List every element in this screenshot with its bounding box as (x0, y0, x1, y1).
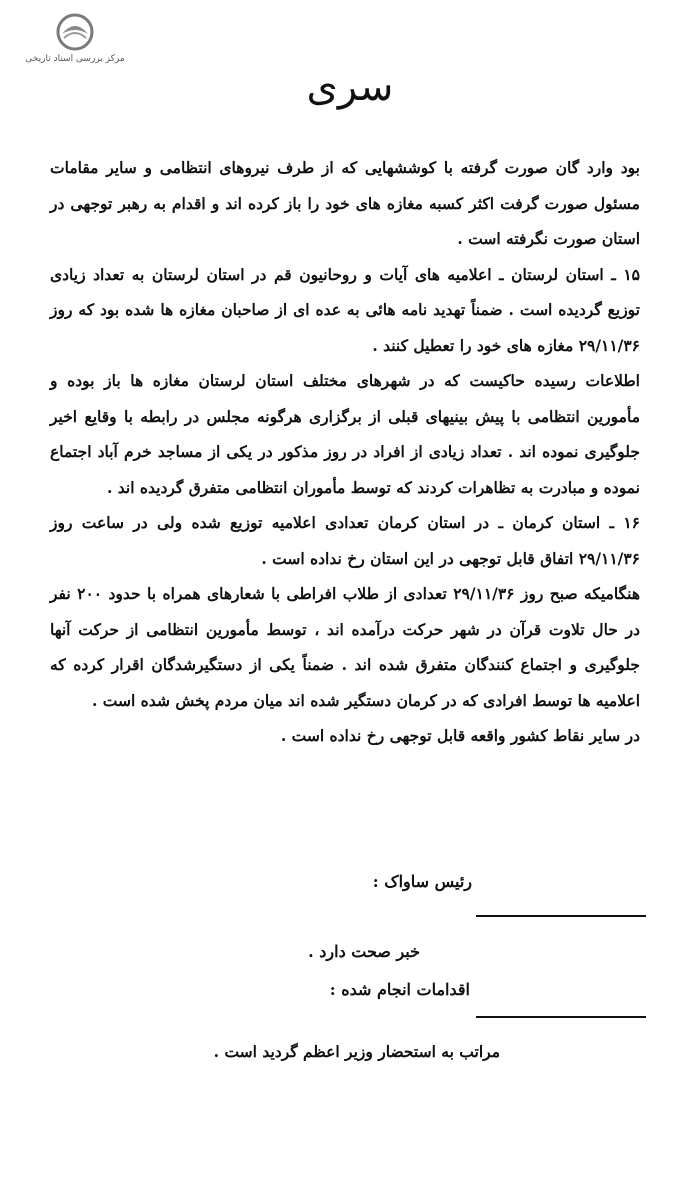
paragraph-16-end: در سایر نقاط کشور واقعه قابل توجهی رخ نداده است . (280, 726, 640, 745)
document-body (50, 150, 640, 754)
paragraph-15-number: ۱۵ ـ (611, 264, 641, 284)
signature-underline-1 (476, 915, 646, 917)
footer-note: مراتب به استحضار وزیر اعظم گردید است . (213, 1042, 500, 1061)
paragraph-16-text: استان کرمان ـ در استان کرمان تعدادی اعلامیه توزیع شده ولی در ساعت روز ۲۹/۱۱/۳۶ اتفاق قابل توجهی در این استان رخ نداده است . (50, 513, 640, 568)
archive-logo (16, 12, 134, 72)
logo-caption: مرکز بررسی اسناد تاریخی (25, 54, 125, 64)
signature-sig2: خبر صحت دارد . (308, 942, 420, 961)
intro-paragraph: بود وارد گان صورت گرفته با کوششهایی که از طرف نیروهای انتظامی و سایر مقامات مسئول صورت گرفت اکثر کسبه مغازه های خود را باز کرده اند و اقدام به رهبر توجهی در استان صورت نگرفته است . (50, 158, 640, 248)
signature-sig1: رئیس ساواک : (372, 872, 472, 891)
paragraph-15 (50, 257, 640, 364)
archive-emblem-icon (52, 12, 98, 52)
signature-underline-2 (476, 1016, 646, 1018)
paragraph-15-text: استان لرستان ـ اعلامیه های آیات و روحانیون قم در استان لرستان به تعداد زیادی توزیع گردیده است . ضمناً تهدید نامه هائی به عده ای از صاحبان مغازه ها شده بود که روز ۲۹/۱۱/۳۶ مغازه های خود را تعطیل کنند . (50, 264, 640, 355)
paragraph-15-continued: اطلاعات رسیده حاکیست که در شهرهای مختلف استان لرستان مغازه ها باز بوده و مأمورین انتظامی با پیش بینیهای قبلی از برگزاری هرگونه مجلس در رابطه با وقایع اخیر جلوگیری نموده اند . تعداد زیادی از افراد در روز مذکور در یکی از مساجد خرم آباد اجتماع نموده و مبادرت به تظاهرات کردند که توسط مأموران انتظامی متفرق گردیده اند . (50, 371, 640, 497)
paragraph-16-number: ۱۶ ـ (609, 513, 640, 532)
paragraph-16-continued: هنگامیکه صبح روز ۲۹/۱۱/۳۶ تعدادی از طلاب افراطی با شعارهای همراه با حدود ۲۰۰ نفر در حال تلاوت قرآن در شهر حرکت درآمده اند ، توسط مأمورین انتظامی از حرکت آنها جلوگیری و اجتماع کنندگان متفرق شده اند . ضمناً یکی از دستگیرشدگان اقرار کرده که اعلامیه ها توسط افرادی که در کرمان دستگیر شده اند میان مردم پخش شده است . (50, 584, 640, 710)
paragraph-16 (50, 505, 640, 576)
signature-sig3: اقدامات انجام شده : (329, 980, 470, 999)
document-title: سری (306, 64, 394, 110)
